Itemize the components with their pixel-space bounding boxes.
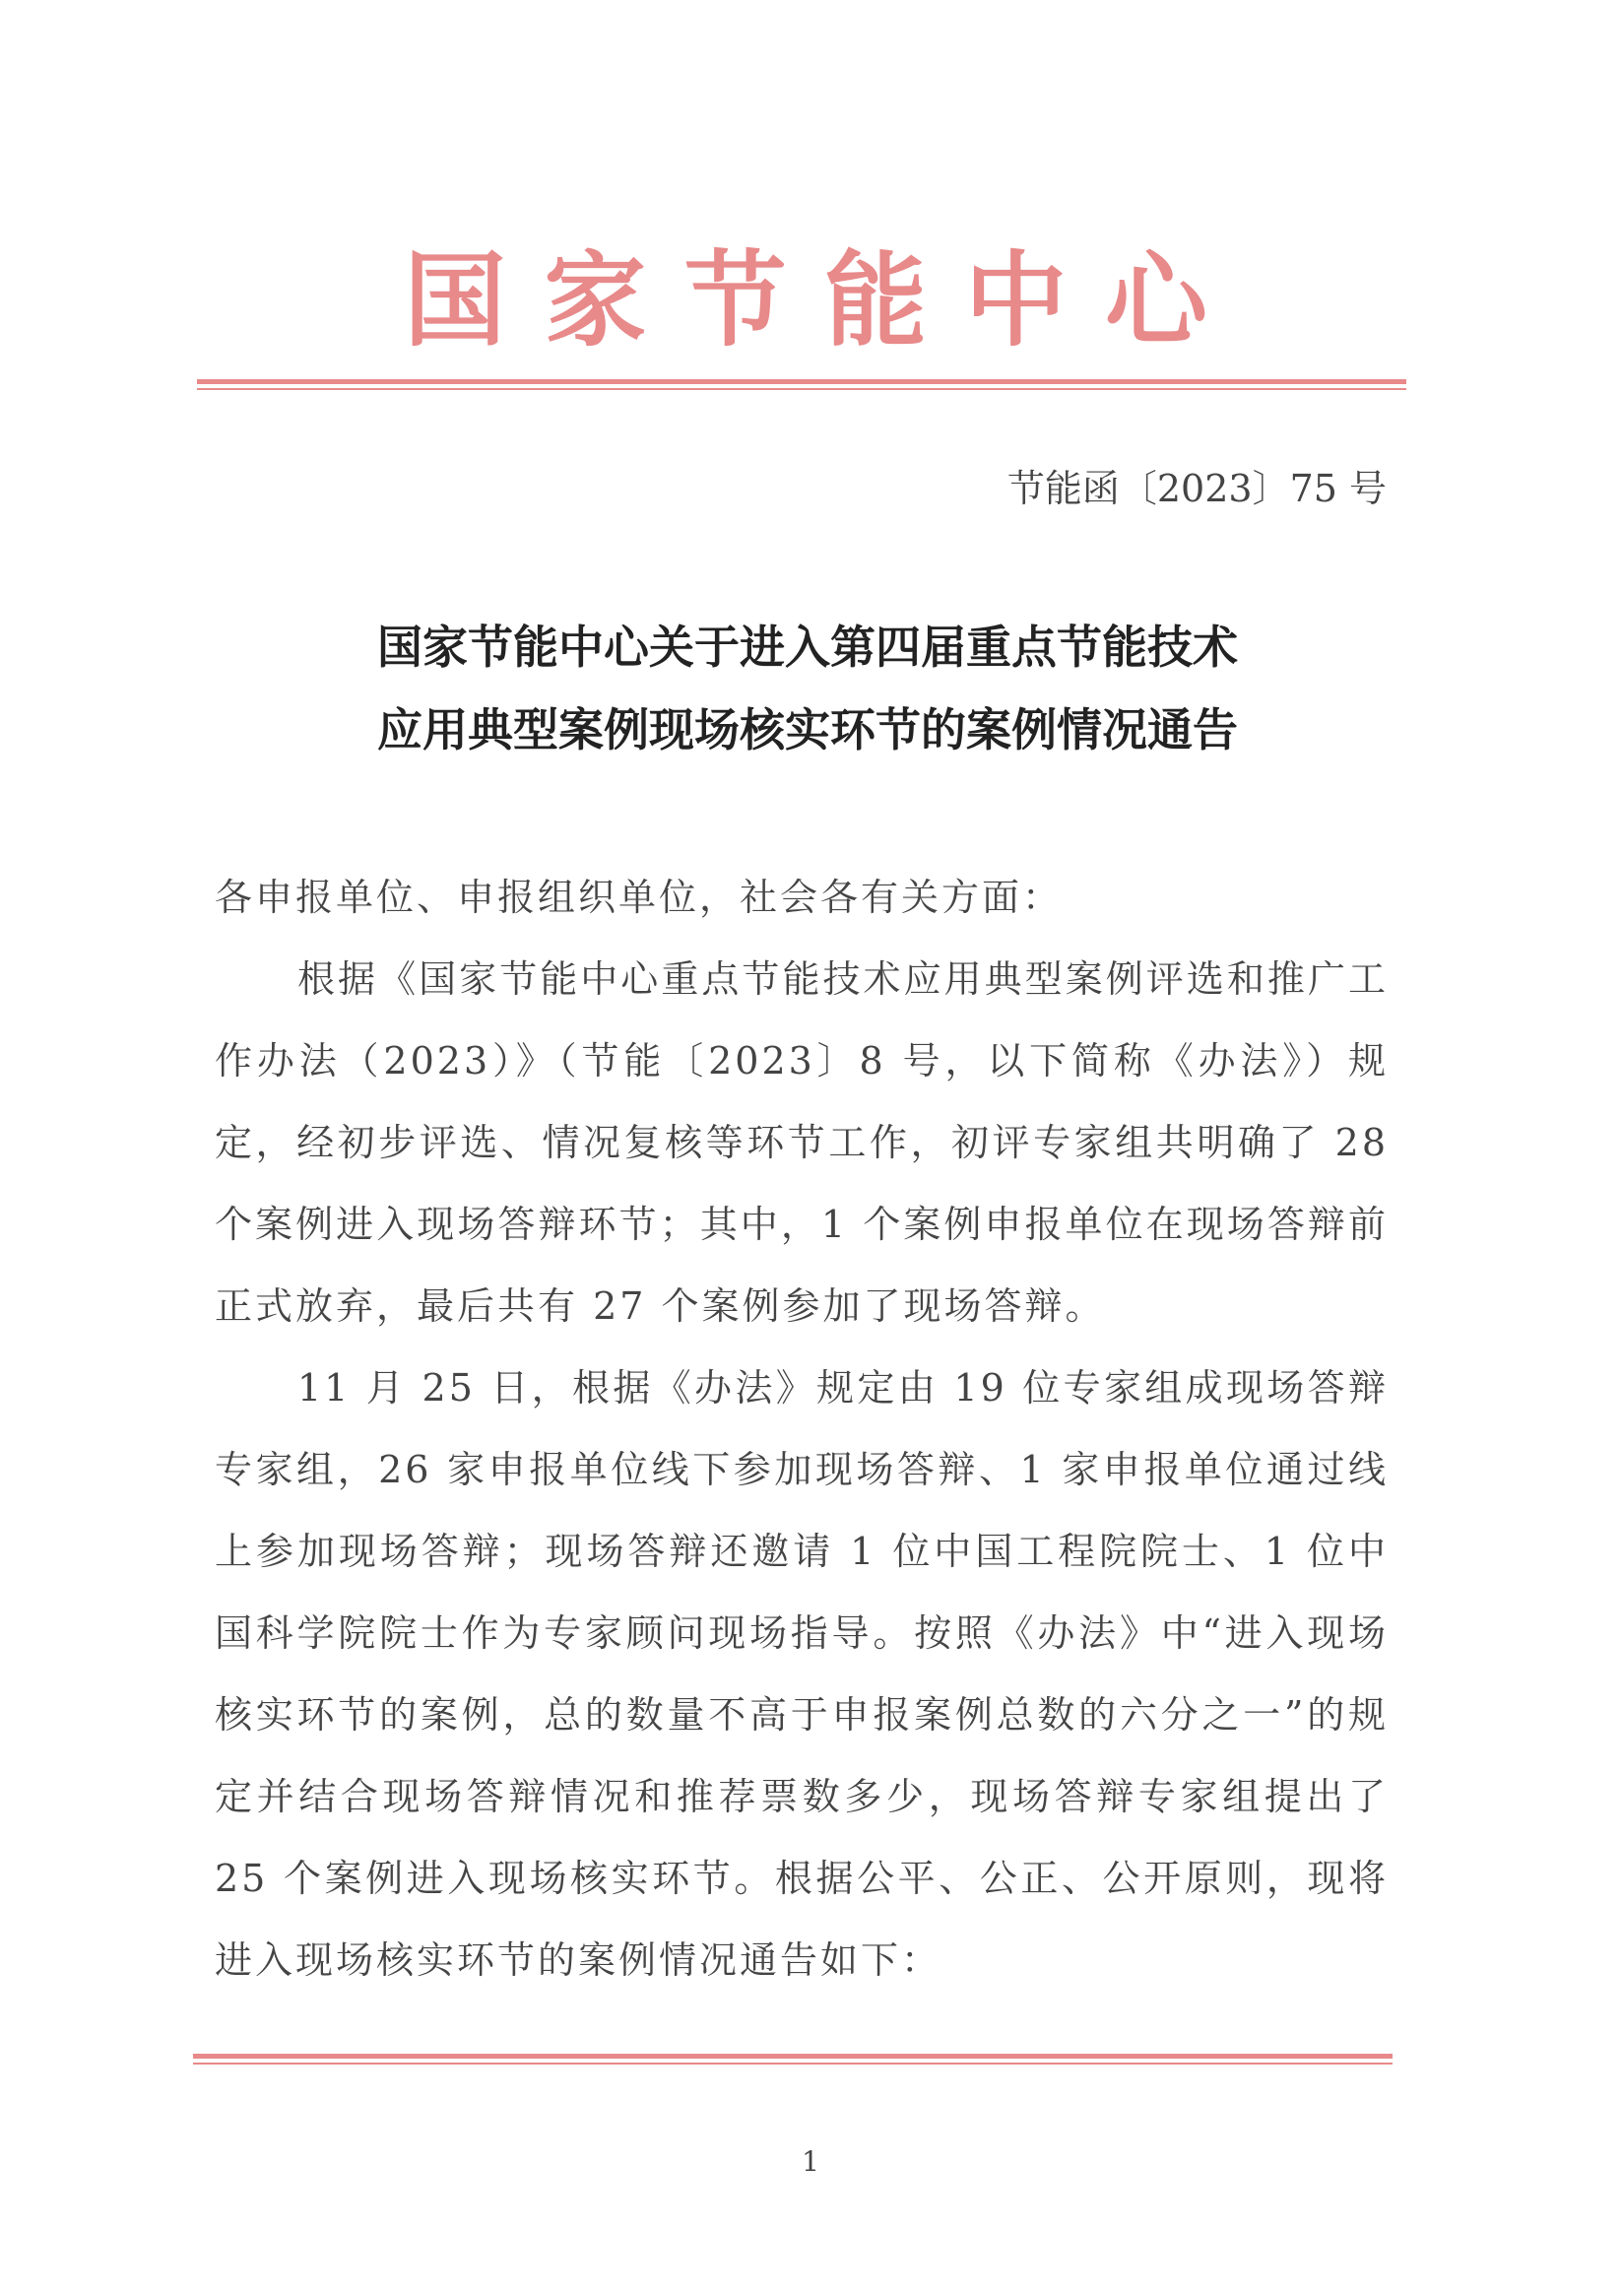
letterhead-divider <box>197 379 1406 390</box>
letterhead-char: 国 <box>404 239 507 361</box>
divider-thin-line <box>197 388 1406 390</box>
document-number: 节能函〔2023〕75 号 <box>1006 467 1387 510</box>
page-number: 1 <box>802 2145 819 2178</box>
salutation: 各申报单位、申报组织单位，社会各有关方面： <box>215 876 1064 919</box>
title-line-1: 国家节能中心关于进入第四届重点节能技术 <box>377 621 1238 674</box>
divider-thick-line <box>197 379 1406 384</box>
divider-thin-line <box>193 2063 1393 2065</box>
letterhead-char: 节 <box>683 239 787 361</box>
letterhead-char: 中 <box>964 239 1068 361</box>
divider-thick-line <box>193 2054 1393 2059</box>
document-title <box>197 606 1418 771</box>
footer-divider <box>193 2054 1393 2065</box>
letterhead-char: 家 <box>544 239 647 361</box>
organization-letterhead <box>197 236 1424 364</box>
title-line-2: 应用典型案例现场核实环节的案例情况通告 <box>377 703 1238 756</box>
document-body <box>215 857 1389 2001</box>
letterhead-char: 心 <box>1104 239 1207 361</box>
body-paragraph: 根据《国家节能中心重点节能技术应用典型案例评选和推广工作办法（2023）》（节能〔2023〕8 号，以下简称《办法》）规定，经初步评选、情况复核等环节工作，初评专家组共明确了 28 个案例进入现场答辩环节；其中，1 个案例申报单位在现场答辩前正式放弃，最后共有 27 个案例参加了现场答辩。 <box>215 957 1389 1328</box>
body-paragraph: 11 月 25 日，根据《办法》规定由 19 位专家组成现场答辩专家组，26 家申报单位线下参加现场答辩、1 家申报单位通过线上参加现场答辩；现场答辩还邀请 1 位中国工程院院士、1 位中国科学院院士作为专家顾问现场指导。按照《办法》中“进入现场核实环节的案例，总的数量不高于申报案例总数的六分之一”的规定并结合现场答辩情况和推荐票数多少，现场答辩专家组提出了 25 个案例进入现场核实环节。根据公平、公正、公开原则，现将进入现场核实环节的案例情况通告如下： <box>215 1366 1389 1982</box>
letterhead-char: 能 <box>824 239 928 361</box>
